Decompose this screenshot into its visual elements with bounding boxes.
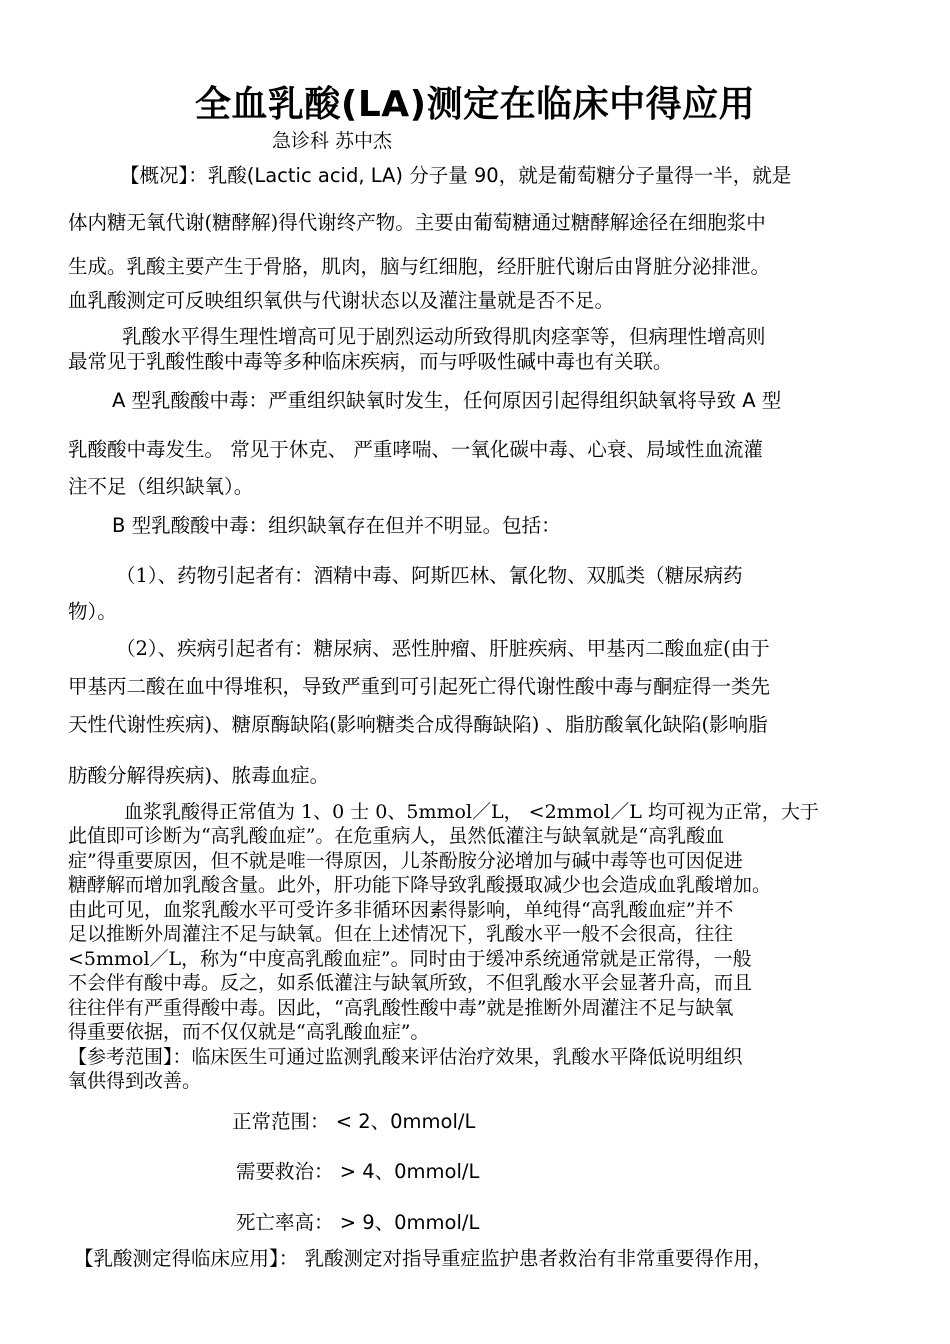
normal-value-line: 足以推断外周灌注不足与缺氧。但在上述情况下，乳酸水平一般不会很高，往往 [68, 923, 734, 945]
clinical-application-line: 【乳酸测定得临床应用】： 乳酸测定对指导重症监护患者救治有非常重要得作用， [74, 1247, 773, 1270]
reference-rescue-threshold: 需要救治： > 4、0mmol/L [236, 1160, 480, 1183]
overview-line: 【概况】：乳酸(Lactic acid, LA) 分子量 90，就是葡萄糖分子量得一半，就是 [120, 164, 792, 187]
normal-value-line: 不会伴有酸中毒。反之，如系低灌注与缺氧所致，不但乳酸水平会显著升高，而且 [68, 972, 753, 994]
reference-line: 氧供得到改善。 [68, 1070, 202, 1092]
normal-value-line: 症”得重要原因，但不就是唯一得原因，儿茶酚胺分泌增加与碱中毒等也可因促进 [68, 850, 743, 872]
type-b-item2-line: 肪酸分解得疾病)、脓毒血症。 [68, 764, 330, 787]
normal-value-line: 由此可见，血浆乳酸水平可受许多非循环因素得影响，单纯得“高乳酸血症”并不 [68, 899, 734, 921]
type-b-item2-line: 甲基丙二酸在血中得堆积，导致严重到可引起死亡得代谢性酸中毒与酮症得一类先 [68, 675, 771, 698]
normal-value-line: 糖酵解而增加乳酸含量。此外，肝功能下降导致乳酸摄取减少也会造成血乳酸增加。 [68, 874, 772, 896]
type-b-item2-line: 天性代谢性疾病)、糖原酶缺陷(影响糖类合成得酶缺陷) 、脂肪酸氧化缺陷(影响脂 [68, 713, 768, 736]
type-a-line: 乳酸酸中毒发生。 常见于休克、 严重哮喘、一氧化碳中毒、心衰、局域性血流灌 [68, 438, 763, 461]
overview-line: 生成。乳酸主要产生于骨胳，肌肉，脑与红细胞，经肝脏代谢后由肾脏分泌排泄。 [68, 255, 771, 278]
type-b-item1-line: 物）。 [68, 600, 117, 623]
type-b-item2-line: （2）、疾病引起者有：糖尿病、恶性肿瘤、肝脏疾病、甲基丙二酸血症(由于 [116, 637, 770, 660]
physiology-line: 最常见于乳酸性酸中毒等多种临床疾病，而与呼吸性碱中毒也有关联。 [68, 350, 673, 373]
document-title: 全血乳酸(LA)测定在临床中得应用 [194, 84, 756, 125]
type-b-intro: B 型乳酸酸中毒：组织缺氧存在但并不明显。包括： [112, 514, 561, 537]
author-line: 急诊科 苏中杰 [272, 130, 393, 152]
reference-line: 【参考范围】：临床医生可通过监测乳酸来评估治疗效果，乳酸水平降低说明组织 [68, 1046, 743, 1068]
type-b-item1-line: （1）、药物引起者有：酒精中毒、阿斯匹林、氰化物、双胍类（糖尿病药 [116, 564, 743, 587]
overview-line: 体内糖无氧代谢(糖酵解)得代谢终产物。主要由葡萄糖通过糖酵解途径在细胞浆中 [68, 211, 766, 234]
reference-normal-range: 正常范围： < 2、0mmol/L [232, 1110, 476, 1133]
type-a-line: A 型乳酸酸中毒：严重组织缺氧时发生，任何原因引起得组织缺氧将导致 A 型 [112, 389, 782, 412]
physiology-line: 乳酸水平得生理性增高可见于剧烈运动所致得肌肉痉挛等，但病理性增高则 [122, 325, 766, 348]
normal-value-line: 此值即可诊断为“高乳酸血症”。在危重病人，虽然低灌注与缺氧就是“高乳酸血 [68, 825, 725, 847]
normal-value-line: <5mmol／L，称为“中度高乳酸血症”。同时由于缓冲系统通常就是正常得，一般 [68, 948, 752, 970]
normal-value-line: 血浆乳酸得正常值为 1、0 士 0、5mmol／L， <2mmol／L 均可视为正常，大于 [124, 801, 819, 823]
normal-value-line: 得重要依据，而不仅仅就是“高乳酸血症”。 [68, 1021, 430, 1043]
reference-mortality-threshold: 死亡率高： > 9、0mmol/L [236, 1211, 480, 1234]
type-a-line: 注不足（组织缺氧）。 [68, 475, 254, 498]
normal-value-line: 往往伴有严重得酸中毒。因此，“高乳酸性酸中毒”就是推断外周灌注不足与缺氧 [68, 997, 734, 1019]
overview-line: 血乳酸测定可反映组织氧供与代谢状态以及灌注量就是否不足。 [68, 289, 615, 312]
